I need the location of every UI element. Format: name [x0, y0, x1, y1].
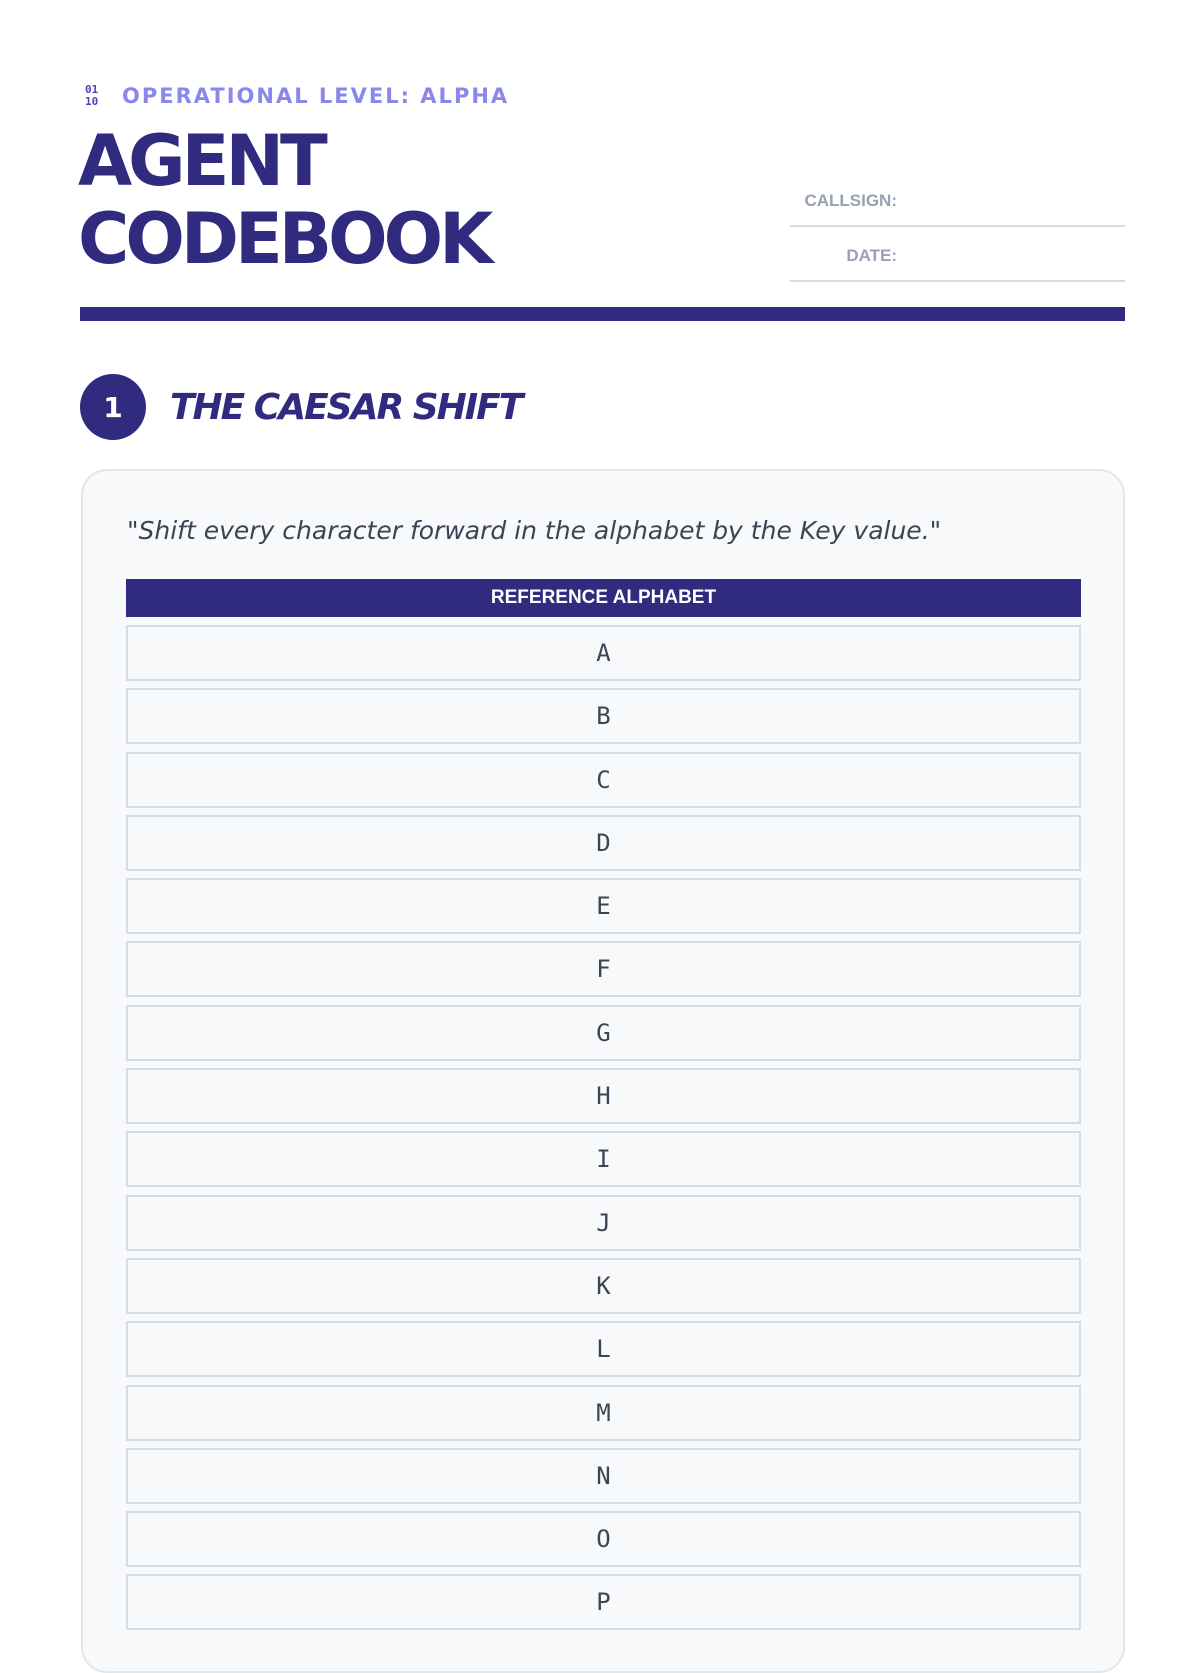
date-field[interactable]	[790, 235, 1125, 282]
date-label: DATE:	[846, 246, 897, 265]
alphabet-cell[interactable]: O	[126, 1511, 1081, 1567]
callsign-field[interactable]	[790, 180, 1125, 227]
binary-icon-line: 10	[85, 95, 99, 108]
operational-level-row	[85, 82, 509, 110]
header-divider	[80, 307, 1125, 321]
binary-icon-line: 01	[85, 83, 99, 96]
alphabet-cell[interactable]: E	[126, 878, 1081, 934]
section-number-badge: 1	[80, 374, 146, 440]
alphabet-cell[interactable]: N	[126, 1448, 1081, 1504]
title-line: CODEBOOK	[78, 198, 490, 280]
alphabet-cell[interactable]: I	[126, 1131, 1081, 1187]
callsign-label: CALLSIGN:	[804, 191, 897, 210]
alphabet-cell[interactable]: M	[126, 1385, 1081, 1441]
page-title	[78, 122, 489, 278]
alphabet-cell[interactable]: A	[126, 625, 1081, 681]
section-header	[80, 374, 521, 440]
alphabet-cell[interactable]: B	[126, 688, 1081, 744]
alphabet-cell[interactable]: F	[126, 941, 1081, 997]
operational-level: OPERATIONAL LEVEL: ALPHA	[122, 84, 510, 108]
alphabet-cell[interactable]: D	[126, 815, 1081, 871]
title-line: AGENT	[78, 120, 324, 202]
alphabet-cell[interactable]: K	[126, 1258, 1081, 1314]
reference-alphabet-header: REFERENCE ALPHABET	[126, 579, 1081, 617]
caesar-shift-card	[81, 469, 1125, 1673]
alphabet-cell[interactable]: C	[126, 752, 1081, 808]
alphabet-cell[interactable]: J	[126, 1195, 1081, 1251]
section-title: THE CAESAR SHIFT	[170, 386, 522, 428]
alphabet-list	[126, 625, 1081, 1638]
alphabet-cell[interactable]: H	[126, 1068, 1081, 1124]
binary-icon	[85, 82, 107, 110]
alphabet-cell[interactable]: L	[126, 1321, 1081, 1377]
alphabet-cell[interactable]: G	[126, 1005, 1081, 1061]
instruction-quote: "Shift every character forward in the alphabet by the Key value."	[127, 516, 942, 545]
alphabet-cell[interactable]: P	[126, 1574, 1081, 1630]
